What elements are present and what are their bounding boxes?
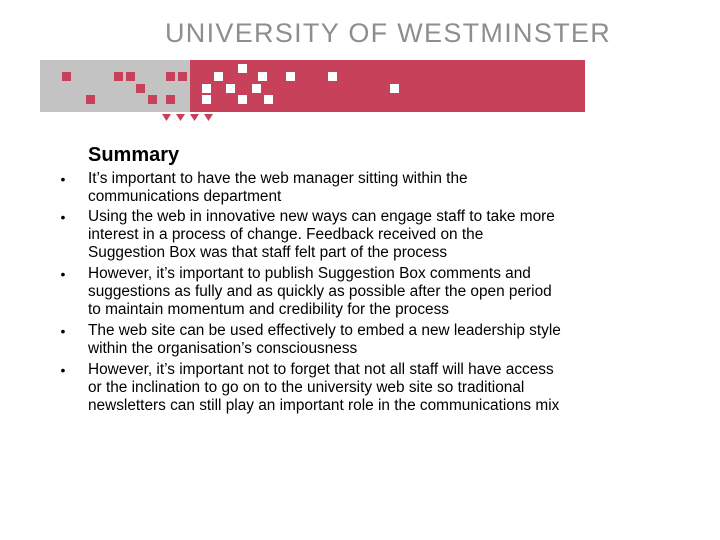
bullet-text: However, it’s important to publish Suggestion Box comments and suggestions as fully and as quickly as possible after the open period to maintain momentum and credibility for the process — [88, 265, 552, 318]
bullet-text: However, it’s important not to forget that not all staff will have access or the inclination to go on to the university web site so traditional newsletters can still play an important role in the communications mix — [88, 361, 560, 414]
summary-bullet-list — [58, 170, 563, 415]
bullet-dot-icon: • — [60, 362, 66, 378]
university-logo-banner — [40, 60, 585, 112]
bullet-text: Using the web in innovative new ways can engage staff to take more interest in a process of change. Feedback received on the Suggestion Box was that staff felt part of the process — [88, 208, 555, 261]
bullet-dot-icon: • — [60, 171, 66, 187]
bullet-item — [58, 361, 563, 415]
slide-title: Summary — [88, 144, 180, 166]
bullet-dot-icon: • — [60, 209, 66, 225]
bullet-dot-icon: • — [60, 266, 66, 282]
bullet-item — [58, 170, 563, 206]
bullet-item — [58, 208, 563, 262]
bullet-item — [58, 265, 563, 319]
bullet-dot-icon: • — [60, 323, 66, 339]
bullet-item — [58, 322, 563, 358]
university-name: UNIVERSITY OF WESTMINSTER — [165, 18, 612, 48]
bullet-text: It’s important to have the web manager sitting within the communications department — [88, 170, 468, 205]
chevron-marks-icon — [162, 114, 222, 124]
bullet-text: The web site can be used effectively to embed a new leadership style within the organisation’s consciousness — [88, 322, 561, 357]
